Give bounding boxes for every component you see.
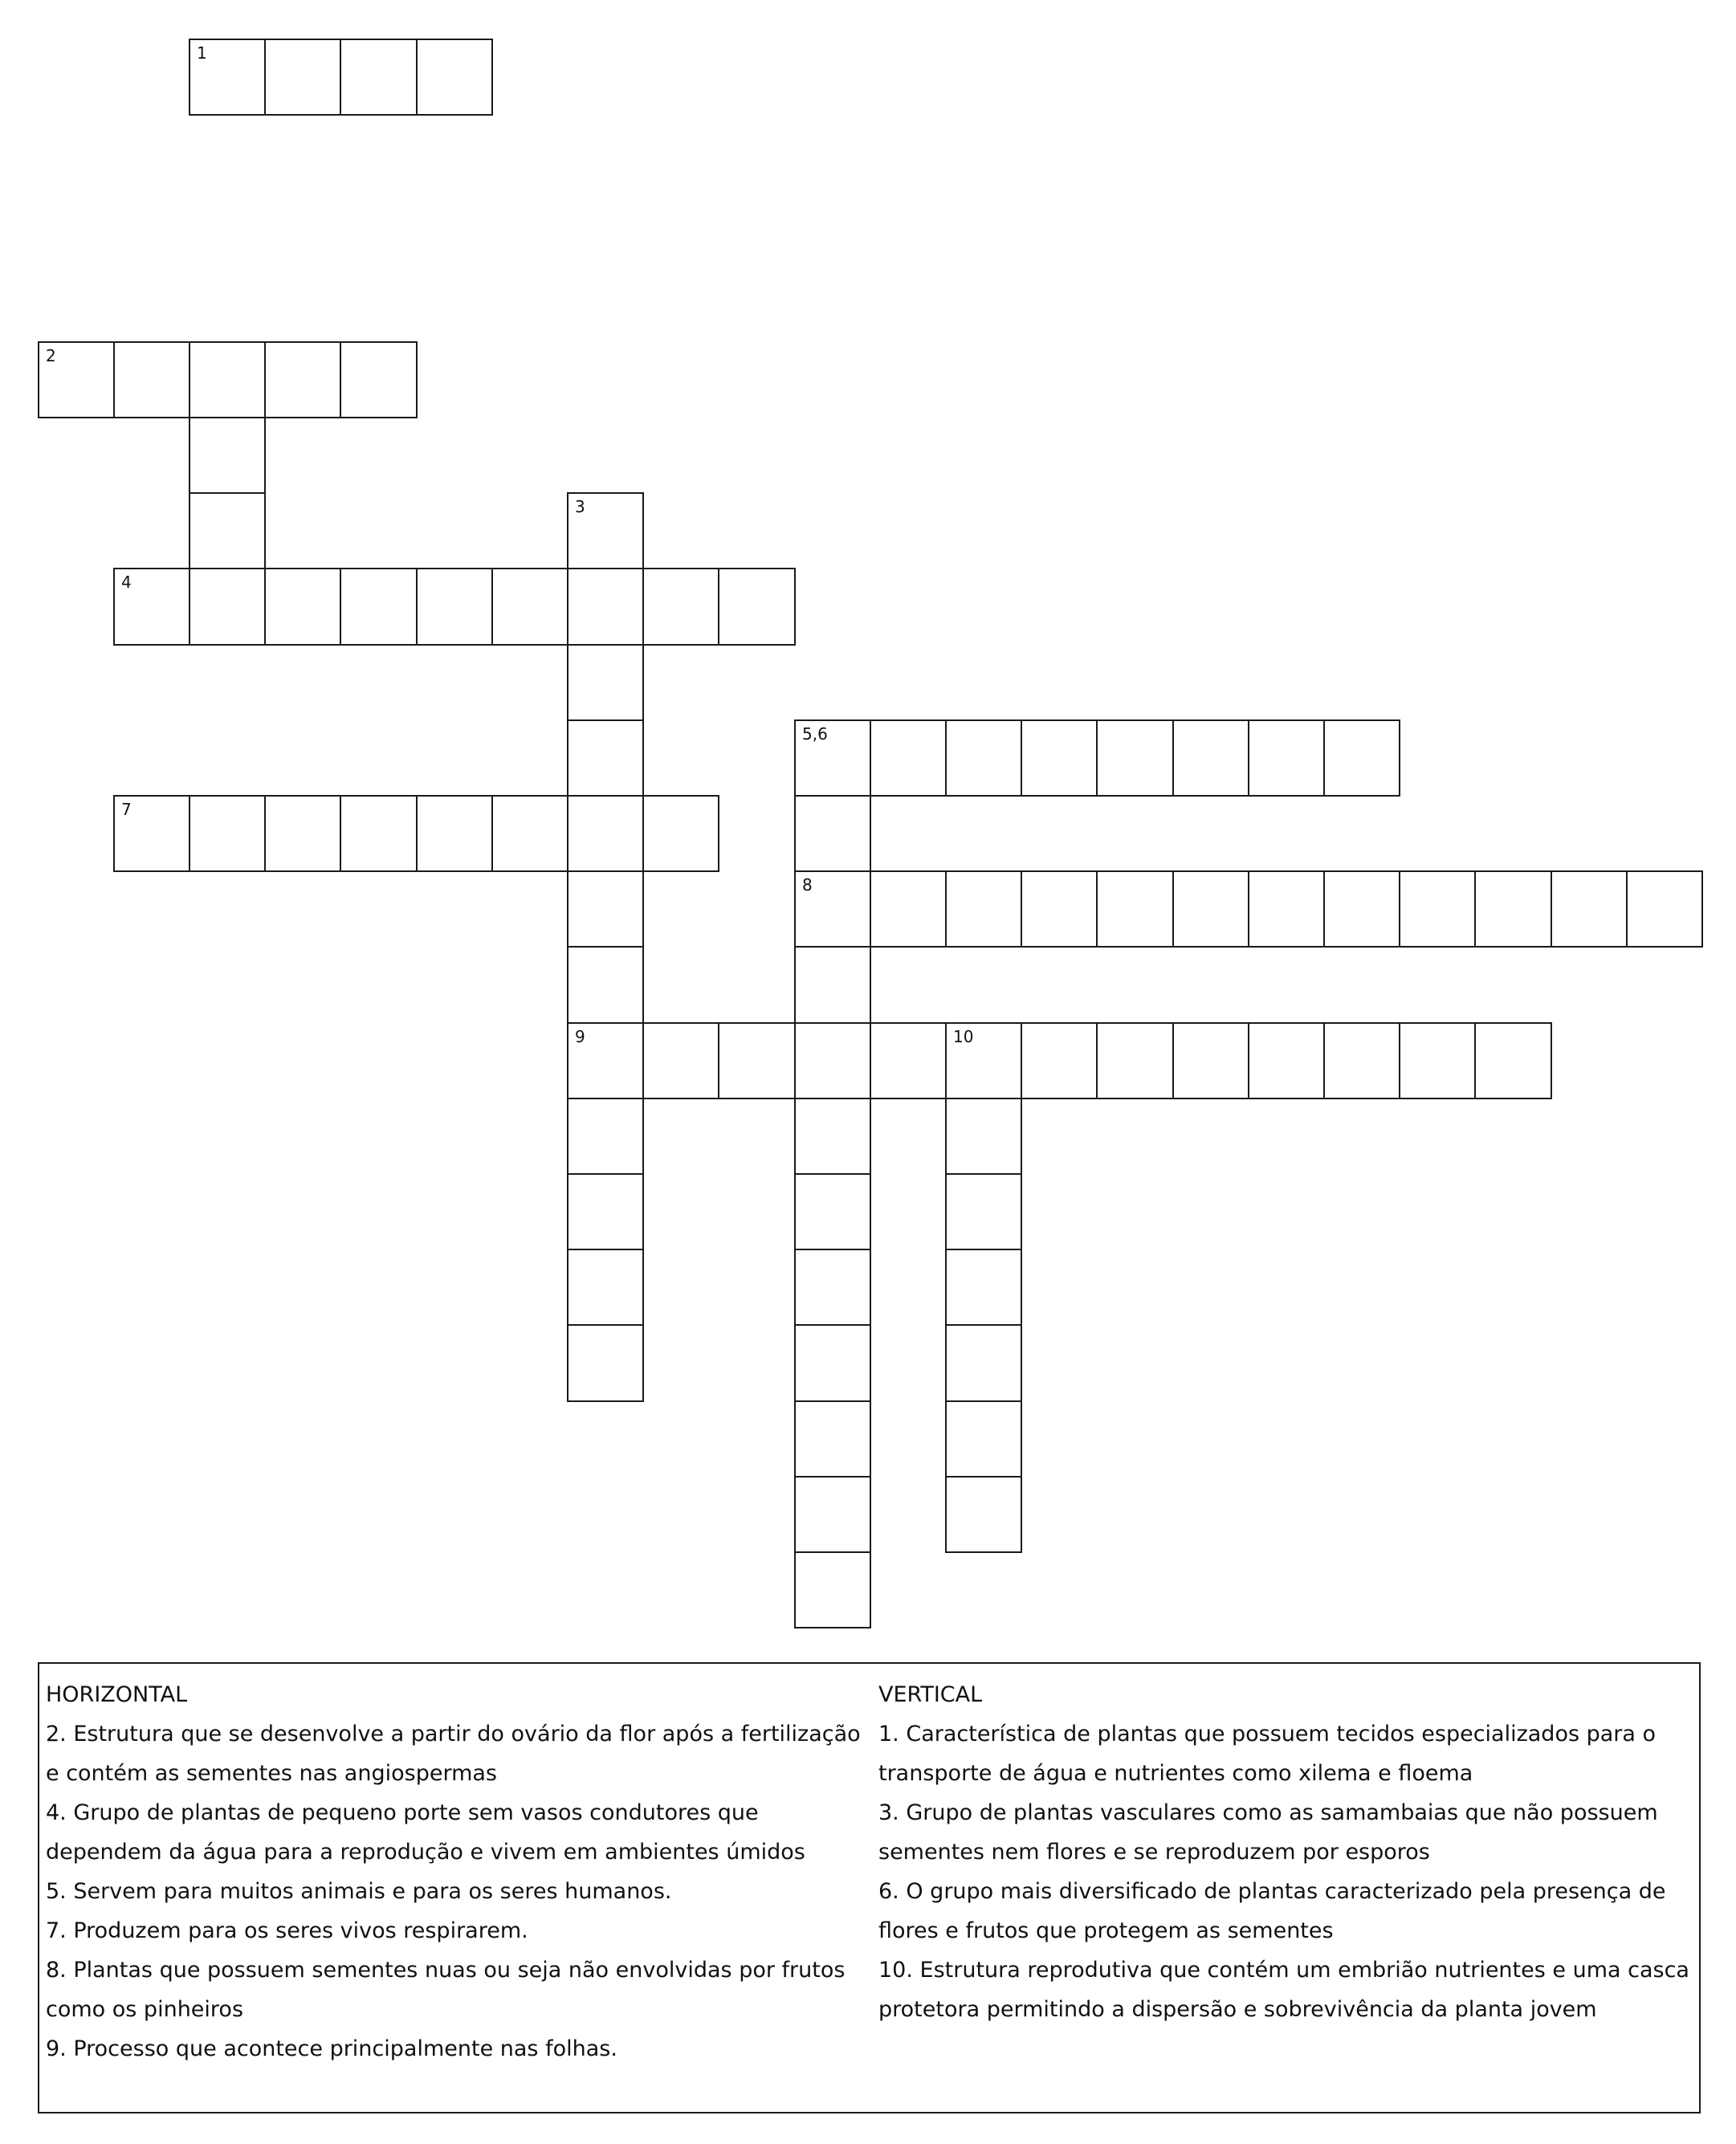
clue-number: 4 xyxy=(121,573,132,592)
horizontal-clues xyxy=(46,1675,865,2069)
crossword-cell[interactable] xyxy=(794,1022,871,1099)
crossword-cell[interactable] xyxy=(113,795,190,872)
crossword-cell[interactable] xyxy=(340,341,418,418)
crossword-cell[interactable] xyxy=(189,417,266,494)
clue-number: 3 xyxy=(575,497,585,516)
crossword-cell[interactable] xyxy=(794,1551,871,1628)
crossword-cell[interactable] xyxy=(1551,870,1628,948)
crossword-cell[interactable] xyxy=(1626,870,1703,948)
crossword-cell[interactable] xyxy=(642,1022,719,1099)
crossword-cell[interactable] xyxy=(870,1022,947,1099)
crossword-cell[interactable] xyxy=(1172,1022,1249,1099)
crossword-cell[interactable] xyxy=(794,1249,871,1326)
clue-number: 8 xyxy=(802,875,813,895)
crossword-cell[interactable] xyxy=(113,341,190,418)
crossword-cell[interactable] xyxy=(794,1324,871,1402)
crossword-cell[interactable] xyxy=(340,568,418,646)
crossword-cell[interactable] xyxy=(794,870,871,948)
crossword-cell[interactable] xyxy=(1474,1022,1552,1099)
clue-vertical-3: 3. Grupo de plantas vasculares como as samambaias que não possuem sementes nem flores e se reproduzem por esporos xyxy=(878,1800,1658,1865)
crossword-cell[interactable] xyxy=(794,1173,871,1250)
crossword-cell[interactable] xyxy=(945,1098,1022,1175)
clue-vertical-10: 10. Estrutura reprodutiva que contém um embrião nutrientes e uma casca protetora permitindo a dispersão e sobrevivência da planta jovem xyxy=(878,1958,1689,2022)
crossword-cell[interactable] xyxy=(491,795,568,872)
clue-horizontal-5: 5. Servem para muitos animais e para os seres humanos. xyxy=(46,1879,672,1904)
crossword-cell[interactable] xyxy=(1248,719,1325,797)
crossword-cell[interactable] xyxy=(113,568,190,646)
crossword-cell[interactable] xyxy=(945,1324,1022,1402)
crossword-cell[interactable] xyxy=(718,568,796,646)
crossword-cell[interactable] xyxy=(1474,870,1552,948)
crossword-cell[interactable] xyxy=(794,1476,871,1553)
clue-number: 9 xyxy=(575,1027,585,1046)
horizontal-heading: HORIZONTAL xyxy=(46,1682,188,1707)
crossword-cell[interactable] xyxy=(945,1476,1022,1553)
crossword-cell[interactable] xyxy=(567,568,644,646)
crossword-cell[interactable] xyxy=(264,568,341,646)
clue-number: 1 xyxy=(197,43,207,63)
vertical-clues xyxy=(878,1675,1689,2029)
crossword-cell[interactable] xyxy=(945,1249,1022,1326)
crossword-cell[interactable] xyxy=(189,341,266,418)
crossword-cell[interactable] xyxy=(567,795,644,872)
crossword-cell[interactable] xyxy=(945,719,1022,797)
crossword-cell[interactable] xyxy=(567,1098,644,1175)
crossword-cell[interactable] xyxy=(794,1098,871,1175)
crossword-cell[interactable] xyxy=(945,870,1022,948)
clue-horizontal-2: 2. Estrutura que se desenvolve a partir do ovário da flor após a fertilização e contém as sementes nas angiospermas xyxy=(46,1722,861,1786)
crossword-cell[interactable] xyxy=(1399,1022,1476,1099)
crossword-cell[interactable] xyxy=(1021,719,1098,797)
crossword-cell[interactable] xyxy=(1323,870,1400,948)
crossword-cell[interactable] xyxy=(340,39,418,116)
crossword-cell[interactable] xyxy=(567,870,644,948)
clue-horizontal-4: 4. Grupo de plantas de pequeno porte sem vasos condutores que dependem da água para a reprodução e vivem em ambientes úmidos xyxy=(46,1800,805,1865)
vertical-heading: VERTICAL xyxy=(878,1682,983,1707)
crossword-cell[interactable] xyxy=(264,39,341,116)
crossword-cell[interactable] xyxy=(1096,870,1174,948)
clue-vertical-6: 6. O grupo mais diversificado de plantas caracterizado pela presença de flores e frutos que protegem as sementes xyxy=(878,1879,1666,1943)
clue-number: 2 xyxy=(46,346,56,365)
crossword-cell[interactable] xyxy=(642,568,719,646)
crossword-cell[interactable] xyxy=(1172,719,1249,797)
crossword-cell[interactable] xyxy=(870,870,947,948)
crossword-cell[interactable] xyxy=(567,1324,644,1402)
crossword-cell[interactable] xyxy=(567,719,644,797)
crossword-cell[interactable] xyxy=(340,795,418,872)
crossword-cell[interactable] xyxy=(1021,1022,1098,1099)
crossword-cell[interactable] xyxy=(945,1400,1022,1478)
crossword-cell[interactable] xyxy=(264,795,341,872)
crossword-cell[interactable] xyxy=(718,1022,796,1099)
crossword-cell[interactable] xyxy=(1021,870,1098,948)
clue-horizontal-7: 7. Produzem para os seres vivos respirarem. xyxy=(46,1918,528,1943)
crossword-cell[interactable] xyxy=(870,719,947,797)
crossword-cell[interactable] xyxy=(1248,870,1325,948)
crossword-cell[interactable] xyxy=(1096,1022,1174,1099)
clue-horizontal-8: 8. Plantas que possuem sementes nuas ou seja não envolvidas por frutos como os pinheiros xyxy=(46,1958,846,2022)
crossword-cell[interactable] xyxy=(567,1173,644,1250)
crossword-cell[interactable] xyxy=(1323,719,1400,797)
crossword-cell[interactable] xyxy=(794,795,871,872)
crossword-cell[interactable] xyxy=(416,568,493,646)
crossword-cell[interactable] xyxy=(1172,870,1249,948)
crossword-cell[interactable] xyxy=(794,946,871,1024)
crossword-cell[interactable] xyxy=(38,341,115,418)
crossword-cell[interactable] xyxy=(567,1249,644,1326)
crossword-cell[interactable] xyxy=(567,946,644,1024)
crossword-cell[interactable] xyxy=(1096,719,1174,797)
crossword-cell[interactable] xyxy=(945,1173,1022,1250)
crossword-cell[interactable] xyxy=(794,1400,871,1478)
clues-box xyxy=(38,1662,1701,2113)
crossword-cell[interactable] xyxy=(264,341,341,418)
crossword-cell[interactable] xyxy=(567,492,644,569)
crossword-cell[interactable] xyxy=(189,39,266,116)
crossword-cell[interactable] xyxy=(794,719,871,797)
crossword-cell[interactable] xyxy=(491,568,568,646)
crossword-cell[interactable] xyxy=(1323,1022,1400,1099)
crossword-cell[interactable] xyxy=(567,644,644,721)
crossword-cell[interactable] xyxy=(1248,1022,1325,1099)
crossword-cell[interactable] xyxy=(189,492,266,569)
crossword-cell[interactable] xyxy=(189,568,266,646)
crossword-cell[interactable] xyxy=(945,1022,1022,1099)
crossword-cell[interactable] xyxy=(642,795,719,872)
crossword-cell[interactable] xyxy=(567,1022,644,1099)
crossword-cell[interactable] xyxy=(416,795,493,872)
crossword-cell[interactable] xyxy=(416,39,493,116)
clue-horizontal-9: 9. Processo que acontece principalmente nas folhas. xyxy=(46,2036,617,2061)
clue-number: 10 xyxy=(953,1027,974,1046)
clue-number: 5,6 xyxy=(802,724,828,744)
crossword-cell[interactable] xyxy=(1399,870,1476,948)
clue-number: 7 xyxy=(121,800,132,819)
clue-vertical-1: 1. Característica de plantas que possuem tecidos especializados para o transporte de água e nutrientes como xilema e floema xyxy=(878,1722,1657,1786)
crossword-cell[interactable] xyxy=(189,795,266,872)
